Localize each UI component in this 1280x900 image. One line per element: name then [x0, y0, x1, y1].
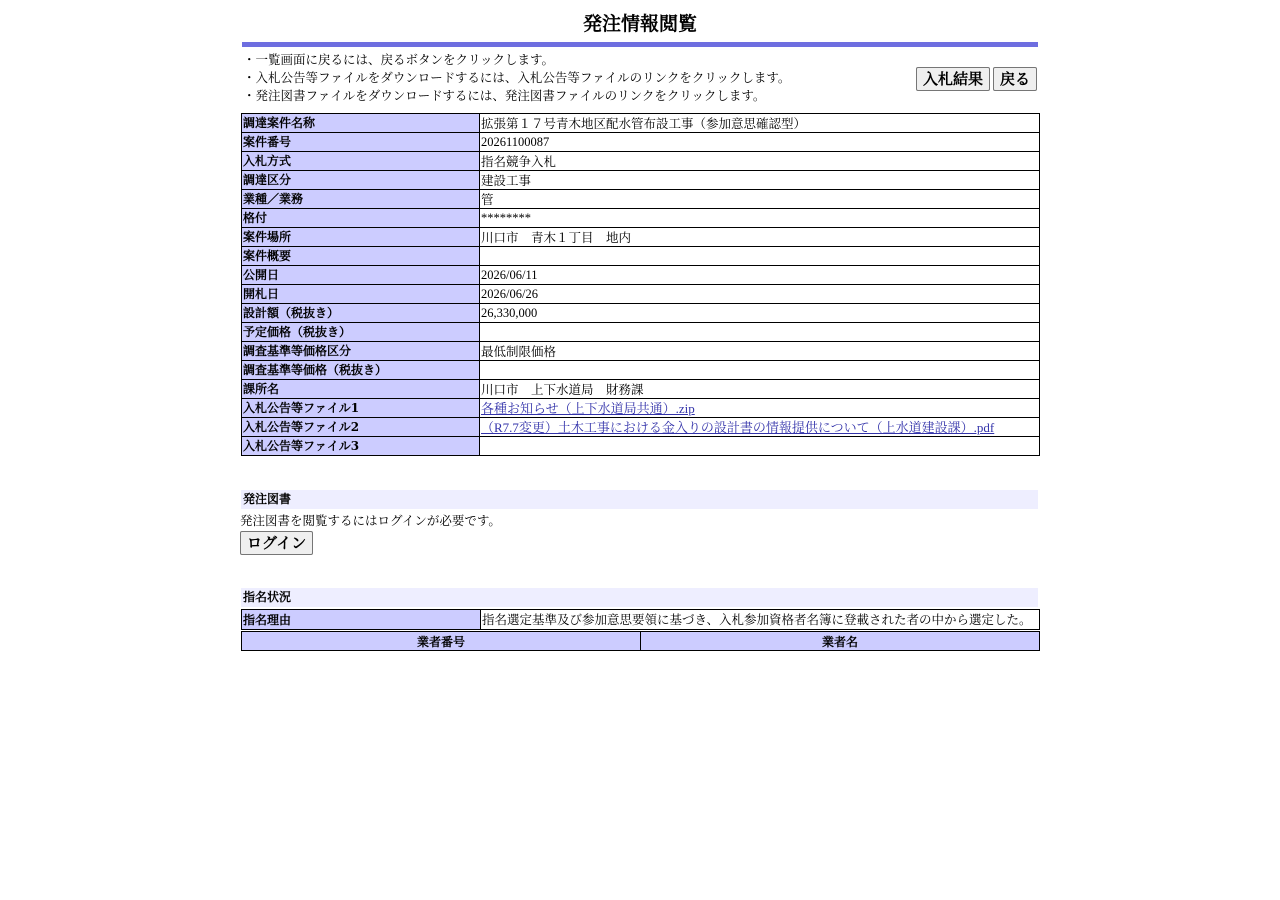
bid-notice-file-2-link[interactable]: （R7.7変更）土木工事における金入りの設計書の情報提供について（上水道建設課）.pdf [481, 419, 995, 435]
bid-result-button[interactable]: 入札結果 [916, 67, 990, 91]
nomination-reason-text: 指名選定基準及び参加意思要領に基づき、入札参加資格者名簿に登載された者の中から選定した。 [481, 610, 1040, 630]
instructions [243, 51, 790, 105]
row-label: 予定価格（税抜き） [242, 323, 480, 342]
table-row [242, 418, 1040, 437]
instruction-line: ・発注図書ファイルをダウンロードするには、発注図書ファイルのリンクをクリックします。 [243, 88, 766, 103]
order-docs-heading: 発注図書 [241, 490, 1038, 509]
row-value: 2026/06/26 [480, 285, 1040, 304]
table-row [242, 171, 1040, 190]
back-button[interactable]: 戻る [993, 67, 1037, 91]
table-row [242, 380, 1040, 399]
nomination-table [241, 609, 1040, 630]
row-label: 開札日 [242, 285, 480, 304]
row-value: 川口市 上下水道局 財務課 [480, 380, 1040, 399]
table-row [242, 610, 1040, 630]
row-value: ******** [480, 209, 1040, 228]
row-value: 指名競争入札 [480, 152, 1040, 171]
instructions-row [241, 47, 1039, 113]
row-label: 調達案件名称 [242, 114, 480, 133]
row-label: 入札公告等ファイル3 [242, 437, 480, 456]
column-header-vendor-name: 業者名 [641, 632, 1040, 651]
table-row [242, 342, 1040, 361]
table-row [242, 209, 1040, 228]
row-value [480, 399, 1040, 418]
row-label: 課所名 [242, 380, 480, 399]
table-row [242, 285, 1040, 304]
spacer [241, 456, 1039, 490]
row-label: 案件場所 [242, 228, 480, 247]
row-label: 公開日 [242, 266, 480, 285]
row-label: 案件番号 [242, 133, 480, 152]
table-row [242, 190, 1040, 209]
bid-notice-file-1-link[interactable]: 各種お知らせ（上下水道局共通）.zip [481, 400, 695, 416]
row-value: 川口市 青木１丁目 地内 [480, 228, 1040, 247]
row-label: 調査基準等価格（税抜き） [242, 361, 480, 380]
page-container [241, 0, 1039, 651]
case-info-table [241, 113, 1040, 456]
table-row [242, 361, 1040, 380]
row-label: 案件概要 [242, 247, 480, 266]
page-title: 発注情報閲覧 [582, 13, 697, 35]
row-label: 設計額（税抜き） [242, 304, 480, 323]
row-value: 管 [480, 190, 1040, 209]
top-buttons [916, 67, 1037, 91]
row-value: 2026/06/11 [480, 266, 1040, 285]
table-row [242, 323, 1040, 342]
table-row [242, 399, 1040, 418]
row-value: 最低制限価格 [480, 342, 1040, 361]
table-row [242, 437, 1040, 456]
row-value [480, 247, 1040, 266]
table-row [242, 247, 1040, 266]
row-value [480, 418, 1040, 437]
row-label: 調達区分 [242, 171, 480, 190]
row-value [480, 361, 1040, 380]
spacer [241, 555, 1039, 588]
vendor-table [241, 631, 1040, 651]
instruction-line: ・入札公告等ファイルをダウンロードするには、入札公告等ファイルのリンクをクリックします。 [243, 70, 791, 85]
table-header-row [242, 632, 1040, 651]
row-value: 建設工事 [480, 171, 1040, 190]
row-label: 格付 [242, 209, 480, 228]
table-row [242, 228, 1040, 247]
row-label: 入札公告等ファイル2 [242, 418, 480, 437]
login-required-note: 発注図書を閲覧するにはログインが必要です。 [240, 513, 501, 528]
table-row [242, 266, 1040, 285]
row-value: 拡張第１７号青木地区配水管布設工事（参加意思確認型） [480, 114, 1040, 133]
row-label: 入札方式 [242, 152, 480, 171]
row-label: 入札公告等ファイル1 [242, 399, 480, 418]
nomination-heading: 指名状況 [241, 588, 1038, 607]
table-row [242, 152, 1040, 171]
row-label: 調査基準等価格区分 [242, 342, 480, 361]
table-row [242, 304, 1040, 323]
row-value: 26,330,000 [480, 304, 1040, 323]
row-value [480, 323, 1040, 342]
table-row [242, 133, 1040, 152]
row-label: 業種／業務 [242, 190, 480, 209]
column-header-vendor-number: 業者番号 [242, 632, 641, 651]
nomination-reason-label: 指名理由 [242, 610, 481, 630]
row-value: 20261100087 [480, 133, 1040, 152]
instruction-line: ・一覧画面に戻るには、戻るボタンをクリックします。 [243, 52, 555, 67]
table-row [242, 114, 1040, 133]
row-value [480, 437, 1040, 456]
login-button[interactable]: ログイン [240, 531, 313, 555]
